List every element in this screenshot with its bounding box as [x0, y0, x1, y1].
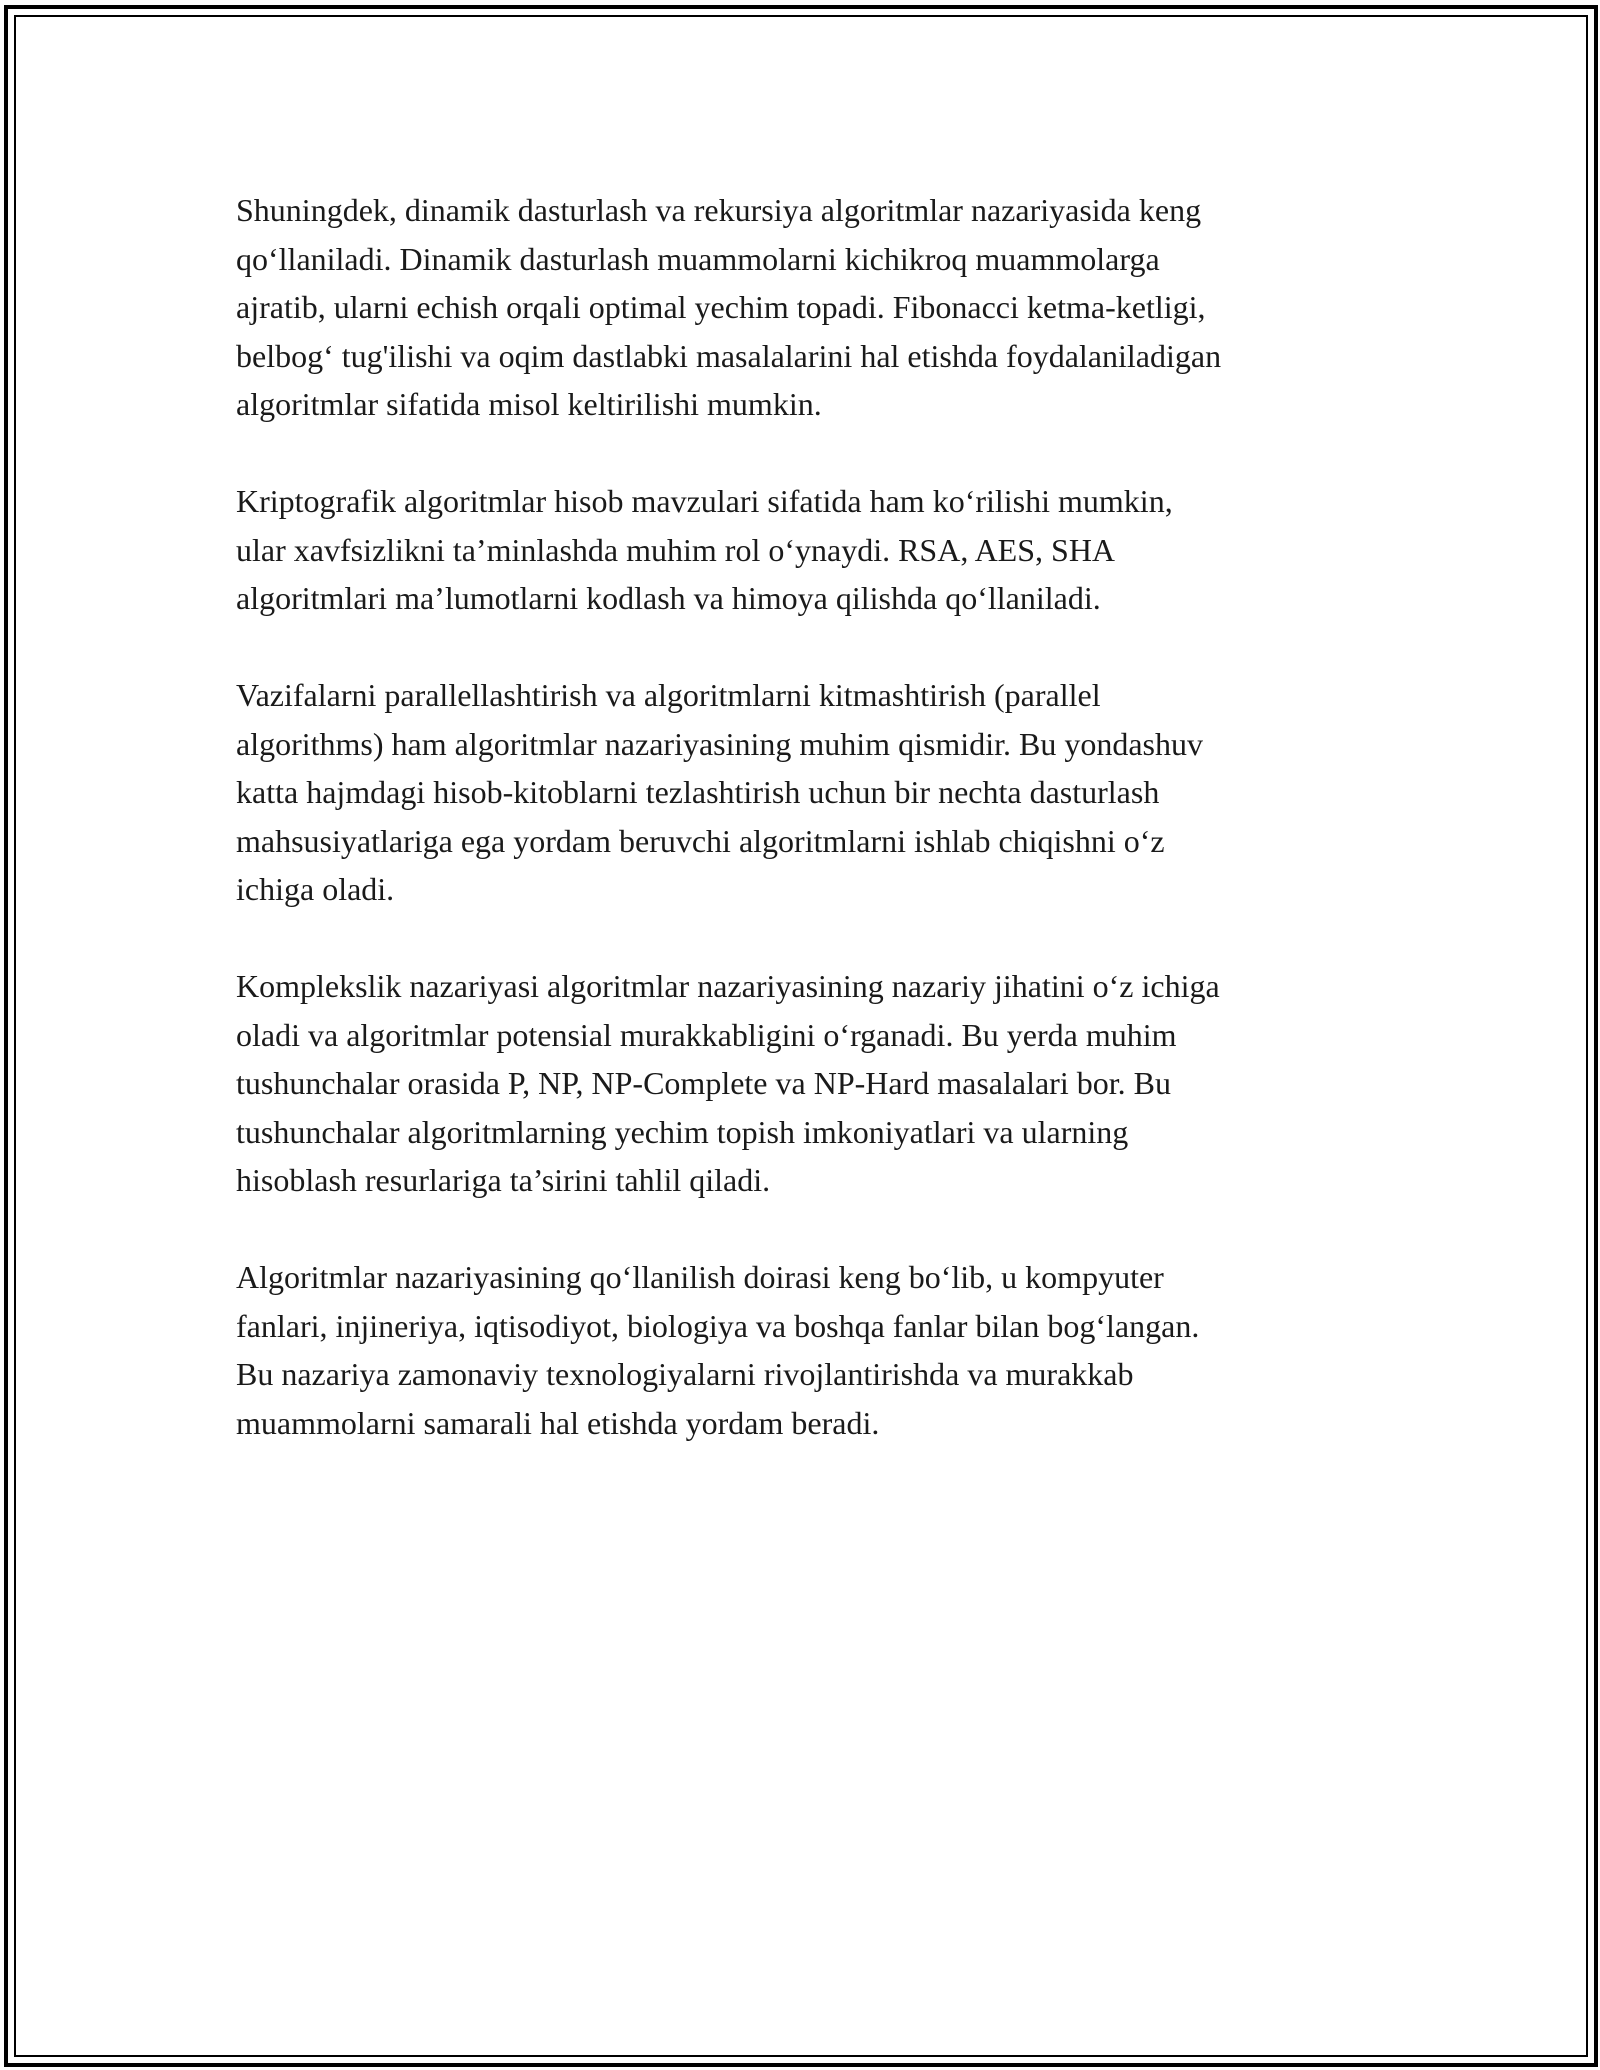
paragraph-parallel-algorithms: Vazifalarni parallellashtirish va algoritmlarni kitmashtirish (parallel algorithms) ham algoritmlar nazariyasining muhim qismidir. Bu yondashuv katta hajmdagi hisob-kitoblarni tezlashtirish uchun bir nechta dasturlash mahsusiyatlariga ega yordam beruvchi algoritmlarni ishlab chiqishni o‘z ichiga oladi.	[236, 677, 1203, 907]
paragraph-dynamic-programming: Shuningdek, dinamik dasturlash va rekursiya algoritmlar nazariyasida keng qo‘llaniladi. Dinamik dasturlash muammolarni kichikroq muammolarga ajratib, ularni echish orqali optimal yechim topadi. Fibonacci ketma-ketligi, belbog‘ tug'ilishi va oqim dastlabki masalalarini hal etishda foydalaniladigan algoritmlar sifatida misol keltirilishi mumkin.	[236, 192, 1222, 422]
document-body	[236, 186, 1376, 1496]
paragraph-application-scope: Algoritmlar nazariyasining qo‘llanilish doirasi keng bo‘lib, u kompyuter fanlari, injineriya, iqtisodiyot, biologiya va boshqa fanlar bilan bog‘langan. Bu nazariya zamonaviy texnologiyalarni rivojlantirishda va murakkab muammolarni samarali hal etishda yordam beradi.	[236, 1259, 1200, 1441]
paragraph-cryptographic-algorithms: Kriptografik algoritmlar hisob mavzulari sifatida ham ko‘rilishi mumkin, ular xavfsizlikni ta’minlashda muhim rol o‘ynaydi. RSA, AES, SHA algoritmlari ma’lumotlarni kodlash va himoya qilishda qo‘llaniladi.	[236, 483, 1173, 616]
paragraph-complexity-theory: Komplekslik nazariyasi algoritmlar nazariyasining nazariy jihatini o‘z ichiga oladi va algoritmlar potensial murakkabligini o‘rganadi. Bu yerda muhim tushunchalar orasida P, NP, NP-Complete va NP-Hard masalalari bor. Bu tushunchalar algoritmlarning yechim topish imkoniyatlari va ularning hisoblash resurlariga ta’sirini tahlil qiladi.	[236, 968, 1220, 1198]
